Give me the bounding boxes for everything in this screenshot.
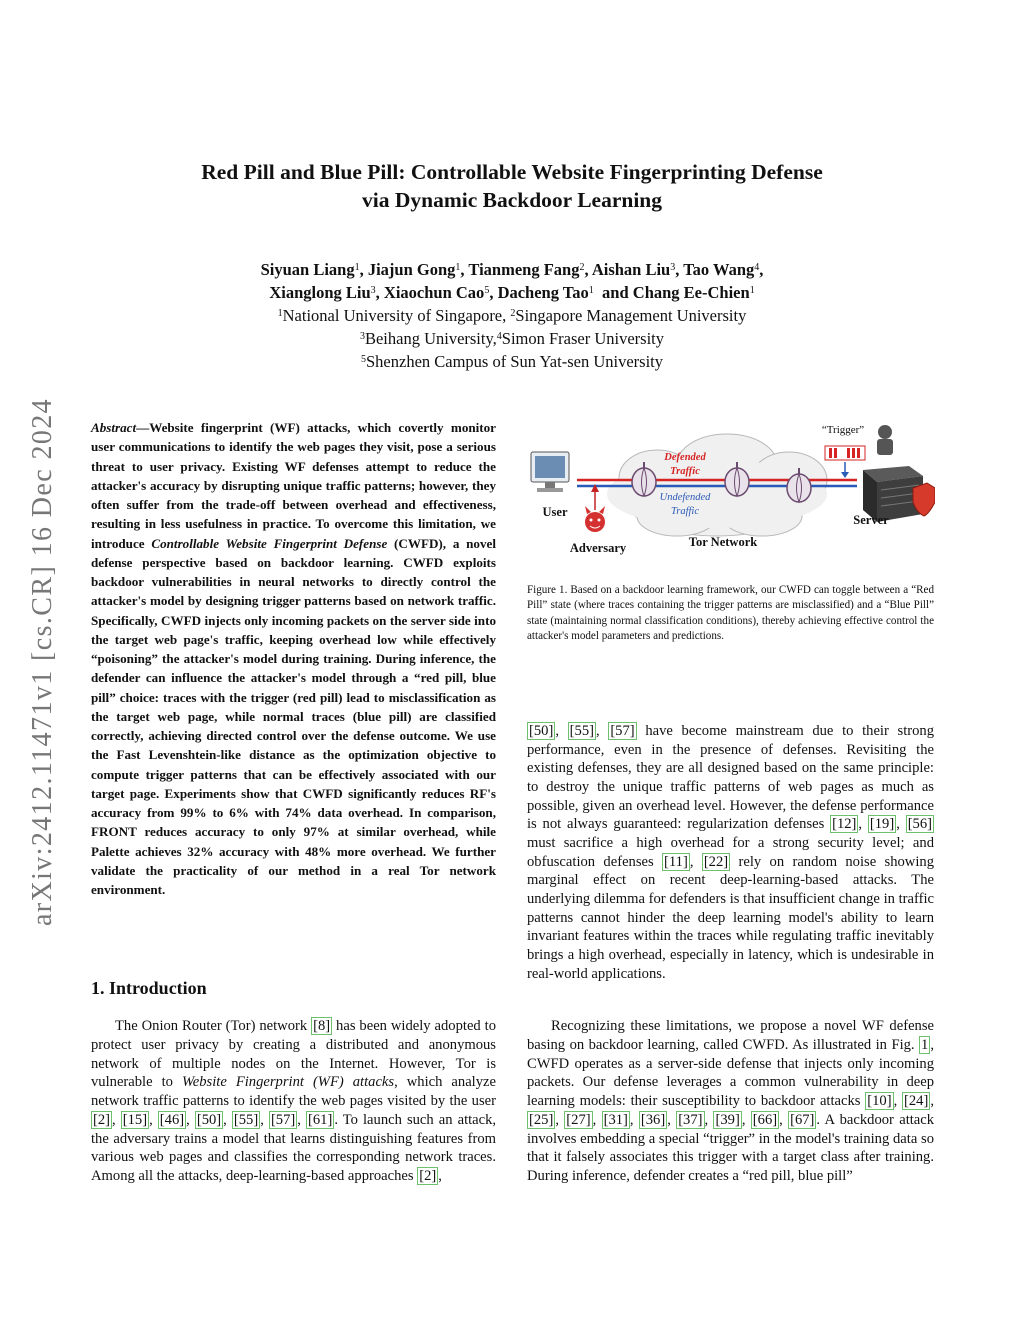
affiliation-line-2: $^3$Beihang University,$^4$Simon Fraser University: [359, 329, 665, 348]
adversary-devil-icon: [585, 484, 605, 532]
citation-link[interactable]: [31]: [603, 1111, 628, 1128]
citation-link[interactable]: [67]: [790, 1111, 815, 1128]
citation-link[interactable]: [55]: [569, 723, 594, 739]
citation-link[interactable]: [37]: [678, 1111, 703, 1128]
defender-figure-icon: [877, 425, 893, 455]
citation-link[interactable]: [50]: [529, 723, 554, 739]
citation-link[interactable]: [50]: [196, 1111, 222, 1128]
author-names-line-2: Xianglong Liu$^3$, Xiaochun Cao$^5$, Dacheng Tao$^1$ and Chang Ee-Chien$^1$: [269, 283, 755, 302]
citation-link[interactable]: [66]: [752, 1111, 778, 1128]
citation-link[interactable]: [57]: [610, 723, 635, 739]
trigger-label: “Trigger”: [821, 424, 865, 436]
citation-link[interactable]: [39]: [715, 1111, 740, 1128]
citation-link[interactable]: [11]: [664, 853, 688, 870]
figure-1: [527, 418, 935, 568]
abstract-label: Abstract: [91, 420, 137, 435]
citation-link[interactable]: [8]: [313, 1018, 331, 1034]
citation-link[interactable]: [2]: [419, 1168, 437, 1184]
citation-link[interactable]: [22]: [703, 853, 729, 870]
affiliation-line-3: $^5$Shenzhen Campus of Sun Yat-sen University: [361, 352, 663, 371]
citation-link[interactable]: [12]: [832, 816, 857, 833]
citation-link[interactable]: [2]: [93, 1111, 111, 1128]
citation-link[interactable]: [27]: [566, 1111, 591, 1128]
trigger-pattern-icon: [825, 446, 865, 478]
affiliation-line-1: $^1$National University of Singapore, $^2$Singapore Management University: [277, 306, 747, 325]
citation-link[interactable]: [19]: [869, 816, 895, 833]
citation-link[interactable]: [24]: [904, 1093, 929, 1109]
undefended-traffic-label: Undefended: [659, 492, 711, 503]
citation-link[interactable]: [55]: [233, 1111, 259, 1128]
citation-link[interactable]: [36]: [640, 1111, 666, 1128]
figure-reference-link[interactable]: 1: [921, 1036, 929, 1053]
author-block: [120, 258, 904, 373]
citation-link[interactable]: [15]: [122, 1111, 148, 1128]
title-line-2: via Dynamic Backdoor Learning: [361, 188, 663, 212]
figure-1-caption: Figure 1. Based on a backdoor learning framework, our CWFD can toggle between a “Red Pill” state (where traces containing the trigger patterns are misclassified) and a “Blue Pill” state (maintaining normal classification conditions), thereby achieving effective control the attacker's model parameters and predictions.: [527, 584, 934, 642]
abstract: Abstract—Website fingerprint (WF) attacks, which covertly monitor user communications to identify the web pages they visit, pose a serious threat to user privacy. Existing WF defenses attempt to reduce the attacker's accuracy by disrupting unique traffic patterns; however, they often suffer from the trade-off between overhead and effectiveness, resulting in less usefulness in practice. To overcome this limitation, we introduce Controllable Website Fingerprint Defense (CWFD), a novel defense perspective based on backdoor learning. CWFD exploits backdoor vulnerabilities in neural networks to directly control the attacker's model by designing trigger patterns based on network traffic. Specifically, CWFD injects only incoming packets on the server side into the target web page's traffic, keeping overhead low while effectively “poisoning” the attacker's model during training. During inference, the defender can influence the attacker's model through a “red pill, blue pill” choice: traces with the trigger (red pill) lead to misclassification as the target web page, while normal traces (blue pill) are classified correctly, achieving directed control over the defense outcome. We use the Fast Levenshtein-like distance as the optimization objective to compute trigger patterns that can be effectively associated with our target page. Experiments show that CWFD significantly reduces RF's accuracy from 99% to 6% with 74% data overhead. In comparison, FRONT reduces accuracy to only 97% at similar overhead, while Palette achieves 32% accuracy with 48% more overhead. We further validate the practicality of our method in a real Tor network environment.: [91, 420, 496, 897]
citation-link[interactable]: [25]: [529, 1111, 554, 1128]
server-label: Server: [853, 513, 889, 527]
defended-traffic-label: Defended: [664, 452, 706, 463]
user-label: User: [542, 505, 568, 519]
undefended-traffic-label-2: Traffic: [670, 506, 700, 517]
paper-title: [120, 158, 904, 214]
adversary-label: Adversary: [569, 541, 627, 555]
tor-network-label: Tor Network: [688, 535, 758, 549]
arxiv-stamp: arXiv:2412.11471v1 [cs.CR] 16 Dec 2024: [27, 397, 58, 927]
citation-link[interactable]: [56]: [907, 816, 933, 833]
citation-link[interactable]: [61]: [307, 1111, 333, 1128]
section-title-introduction: 1. Introduction: [91, 978, 207, 998]
citation-link[interactable]: [57]: [270, 1111, 296, 1128]
author-names-line-1: Siyuan Liang$^1$, Jiajun Gong$^1$, Tianmeng Fang$^2$, Aishan Liu$^3$, Tao Wang$^4$,: [260, 260, 764, 279]
user-computer-icon: [531, 452, 569, 492]
title-line-1: Red Pill and Blue Pill: Controllable Website Fingerprinting Defense: [201, 160, 823, 184]
introduction-right-column-p2: Recognizing these limitations, we propose a novel WF defense basing on backdoor learning, called CWFD. As illustrated in Fig. 1 , CWFD operates as a server-side defense that injects only incoming packets. Our defense leverages a common vulnerability in deep learning models: their susceptibility to backdoor attacks [10] , [24] , [25] , [27] , [31] , [36] , [37] , [39] , [66] , [67] . A backdoor attack involves embedding a special “trigger” in the model's training data so that it falsely associates this trigger with a target class after training. During inference, defender creates a “red pill, blue pill”: [527, 1018, 935, 1184]
introduction-right-column-p1: [50] , [55] , [57] have become mainstream due to their strong performance, even in the presence of defenses. Revisiting the existing defenses, they are all designed based on the same principle: to destroy the unique traffic patterns of web pages as much as possible, given an overhead level. However, the defense performance is not always guaranteed: regularization defenses [12] , [19] , [56] must sacrifice a high overhead for a strong security level; and obfuscation defenses [11] , [22] rely on random noise showing marginal effect on recent deep-learning-based attacks. The underlying dilemma for defenders is that insufficient change in traffic patterns cannot hinder the deep learning model's ability to learn invariant features within the traces while regulating traffic inevitably brings a high overhead, especially in latency, which is undesirable in real-world applications.: [527, 723, 935, 982]
defended-traffic-label-2: Traffic: [670, 466, 700, 477]
citation-link[interactable]: [46]: [159, 1111, 185, 1128]
introduction-left-column: The Onion Router (Tor) network [8] has been widely adopted to protect user privacy by creating a distributed and anonymous network of multiple nodes on the Internet. However, Tor is vulnerable to Website Fingerprint (WF) attacks, which analyze network traffic patterns to identify the web pages visited by the user [2] , [15] , [46] , [50] , [55] , [57] , [61] . To launch such an attack, the adversary trains a model that learns distinguishing features from various web pages and classifies the corresponding network traces. Among all the attacks, deep-learning-based approaches [2] ,: [91, 1018, 497, 1184]
citation-link[interactable]: [10]: [867, 1093, 892, 1109]
